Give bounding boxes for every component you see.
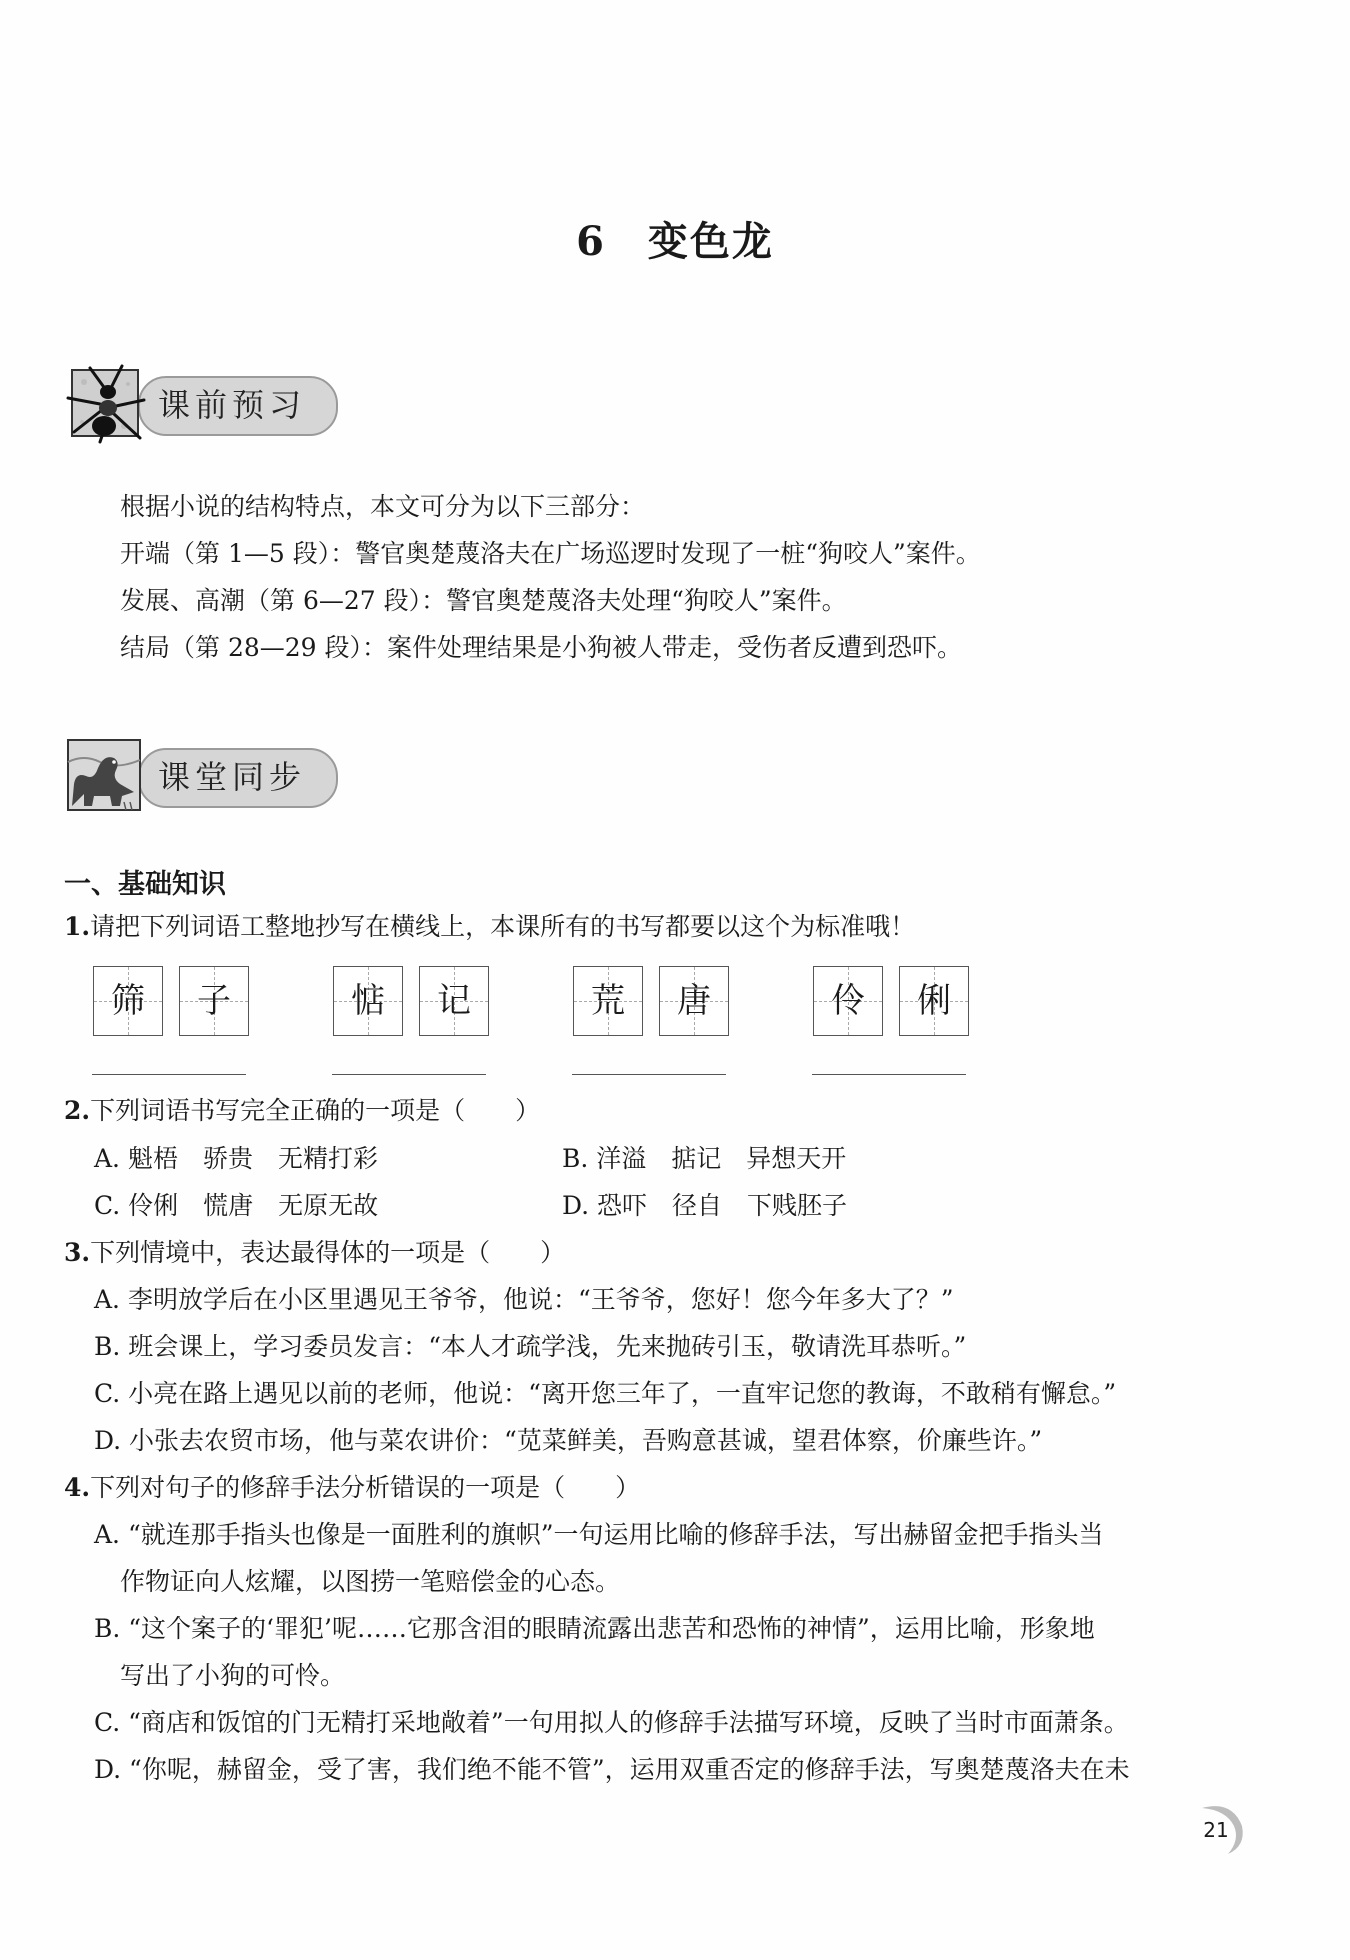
question-4 xyxy=(64,1471,640,1505)
lesson-title xyxy=(0,210,1350,267)
option-d[interactable]: D. 恐吓 径自 下贱胚子 xyxy=(562,1191,848,1220)
question-text: 下列词语书写完全正确的一项是（ ） xyxy=(90,1096,541,1125)
question-number: 2. xyxy=(64,1096,91,1125)
char: 筛 xyxy=(111,981,145,1021)
option-c[interactable]: C. 伶俐 慌唐 无原无故 xyxy=(94,1191,379,1220)
answer-line[interactable] xyxy=(92,1074,246,1075)
lesson-number: 6 xyxy=(576,218,606,265)
option-c[interactable]: C. 小亮在路上遇见以前的老师，他说：“离开您三年了，一直牢记您的教诲，不敢稍有懈怠。” xyxy=(94,1379,1117,1408)
banner-label: 课前预习 xyxy=(158,386,307,424)
char-cell xyxy=(659,966,729,1036)
question-text: 下列情境中，表达最得体的一项是（ ） xyxy=(90,1238,566,1267)
question-text: 请把下列词语工整地抄写在横线上，本课所有的书写都要以这个为标准哦！ xyxy=(90,912,916,941)
char-cell xyxy=(179,966,249,1036)
char: 记 xyxy=(437,981,471,1021)
char: 惦 xyxy=(351,981,385,1021)
preview-para-2: 开端（第 1—5 段）：警官奥楚蔑洛夫在广场巡逻时发现了一桩“狗咬人”案件。 xyxy=(120,539,981,568)
section-banner-classroom xyxy=(64,728,344,820)
ant-icon xyxy=(64,360,148,444)
char-cell xyxy=(93,966,163,1036)
preview-para-4: 结局（第 28—29 段）：案件处理结果是小狗被人带走，受伤者反遭到恐吓。 xyxy=(120,633,963,662)
option-d[interactable]: D. 小张去农贸市场，他与菜农讲价：“苋菜鲜美，吾购意甚诚，望君体察，价廉些许。” xyxy=(94,1426,1043,1455)
question-3 xyxy=(64,1236,565,1270)
answer-line[interactable] xyxy=(332,1074,486,1075)
char-cell xyxy=(899,966,969,1036)
option-b[interactable]: B. 洋溢 掂记 异想天开 xyxy=(562,1144,847,1173)
page-number: 21 xyxy=(1203,1818,1229,1842)
preview-para-1: 根据小说的结构特点，本文可分为以下三部分： xyxy=(120,492,646,521)
question-number: 1. xyxy=(64,912,91,941)
copy-grid-row xyxy=(0,966,1350,1106)
char: 唐 xyxy=(677,981,711,1021)
section-banner-preview xyxy=(64,356,344,448)
char: 伶 xyxy=(831,981,865,1021)
answer-line[interactable] xyxy=(812,1074,966,1075)
question-1 xyxy=(64,910,915,944)
option-d[interactable]: D. “你呢，赫留金，受了害，我们绝不能不管”，运用双重否定的修辞手法，写奥楚蔑洛夫在未 xyxy=(94,1755,1130,1784)
char: 荒 xyxy=(591,981,625,1021)
option-b-cont: 写出了小狗的可怜。 xyxy=(120,1661,346,1690)
char-cell xyxy=(813,966,883,1036)
lesson-name: 变色龙 xyxy=(647,218,774,265)
char-cell xyxy=(573,966,643,1036)
banner-label: 课堂同步 xyxy=(158,758,307,796)
char-cell xyxy=(419,966,489,1036)
question-2 xyxy=(64,1094,540,1128)
option-a-cont: 作物证向人炫耀，以图捞一笔赔偿金的心态。 xyxy=(120,1567,621,1596)
answer-line[interactable] xyxy=(572,1074,726,1075)
question-number: 4. xyxy=(64,1473,91,1502)
option-a[interactable]: A. 魁梧 骄贵 无精打彩 xyxy=(94,1144,378,1173)
char-cell xyxy=(333,966,403,1036)
option-a[interactable]: A. “就连那手指头也像是一面胜利的旗帜”一句运用比喻的修辞手法，写出赫留金把手指头当 xyxy=(94,1520,1104,1549)
char: 子 xyxy=(197,981,231,1021)
dinosaur-icon xyxy=(64,732,148,816)
option-c[interactable]: C. “商店和饭馆的门无精打采地敞着”一句用拟人的修辞手法描写环境，反映了当时市面萧条。 xyxy=(94,1708,1129,1737)
part-heading-basic-knowledge: 一、基础知识 xyxy=(64,869,226,900)
char: 俐 xyxy=(917,981,951,1021)
option-b[interactable]: B. 班会课上，学习委员发言：“本人才疏学浅，先来抛砖引玉，敬请洗耳恭听。” xyxy=(94,1332,967,1361)
option-b[interactable]: B. “这个案子的‘罪犯’呢……它那含泪的眼睛流露出悲苦和恐怖的神情”，运用比喻，形象地 xyxy=(94,1614,1095,1643)
question-text: 下列对句子的修辞手法分析错误的一项是（ ） xyxy=(90,1473,641,1502)
option-a[interactable]: A. 李明放学后在小区里遇见王爷爷，他说：“王爷爷，您好！您今年多大了？” xyxy=(94,1285,954,1314)
question-number: 3. xyxy=(64,1238,91,1267)
preview-para-3: 发展、高潮（第 6—27 段）：警官奥楚蔑洛夫处理“狗咬人”案件。 xyxy=(120,586,847,615)
